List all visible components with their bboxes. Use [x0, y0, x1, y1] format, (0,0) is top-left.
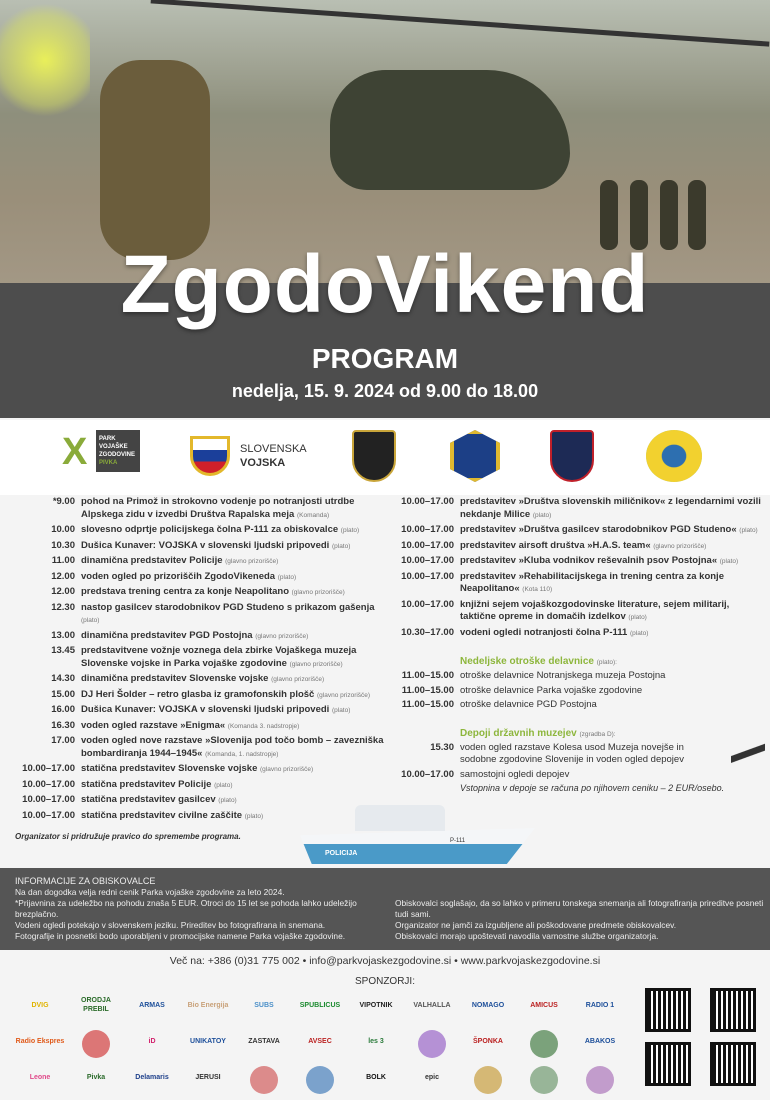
activity-text: predstavitvene vožnje voznega dela zbirke Vojaškega muzeja Slovenske vojske in Parka vojaške zgodovine: [81, 645, 357, 669]
sponsor-logo: SUBS: [254, 1001, 274, 1009]
activity-text: statična predstavitev gasilcev: [81, 794, 216, 805]
time: 11.00: [51, 555, 75, 566]
activity: [454, 670, 765, 683]
time: 11.00–15.00: [401, 684, 454, 696]
activity-text: Dušica Kunaver: VOJSKA v slovenski ljudski pripovedi: [81, 704, 330, 715]
visitor-info: [0, 868, 770, 950]
info-text: Obiskovalci soglašajo, da so lahko v primeru tonskega snemanja ali fotografiranja prireditve posneti tudi sami.: [395, 898, 764, 919]
sponsors-heading: SPONZORJI:: [354, 976, 415, 987]
location: (glavno prizorišče): [653, 542, 707, 550]
sponsor-logo: epic: [424, 1073, 439, 1081]
schedule-row: [390, 570, 765, 598]
schedule-row: [390, 626, 765, 642]
location: (plato): [532, 511, 552, 519]
activity: [75, 704, 385, 718]
activity: [454, 699, 765, 712]
sponsor-logo: [530, 1066, 558, 1094]
info-text: *Prijavnina za udeležbo na pohodu znaša 5 EUR. Otroci do 15 let se pohoda lahko udeležijo brezplačno.: [15, 898, 357, 919]
schedule-row: [10, 719, 385, 735]
activity: [454, 555, 765, 569]
activity-text: predstavitev »Društva gasilcev starodobnikov PGD Studeno«: [460, 524, 737, 535]
time: 10.00–17.00: [22, 809, 75, 821]
pgd-postojna-badge: [550, 430, 594, 482]
sponsor-logo: [418, 1030, 446, 1058]
activity-text: slovesno odprtje policijskega čolna P-111 za obiskovalce: [81, 524, 339, 535]
activity: [75, 524, 385, 538]
activity: [75, 779, 385, 793]
qr-code[interactable]: [710, 1042, 756, 1086]
activity-text: DJ Heri Šolder – retro glasba iz gramofonskih plošč: [81, 688, 315, 700]
activity-text: predstavitev airsoft društva »H.A.S. team«: [460, 539, 651, 551]
smoke-image: [0, 0, 90, 120]
info-text: Na dan dogodka velja redni cenik Parka vojaške zgodovine za leto 2024.: [15, 887, 285, 897]
location: (plato): [628, 614, 647, 621]
logo-text: ZGODOVINE: [99, 452, 136, 458]
activity-text: nastop gasilcev starodobnikov PGD Studeno s prikazom gašenja: [81, 601, 375, 613]
activity-text: voden ogled razstave Kolesa usod Muzeja novejše in sodobne zgodovine Slovenije in voden ogled depojev: [460, 741, 684, 765]
schedule-row: [390, 539, 765, 555]
sponsor-logo: Radio Ekspres: [15, 1037, 65, 1045]
schedule-row: [10, 809, 385, 825]
schedule-row: [390, 684, 765, 699]
time: 10.30: [51, 539, 75, 551]
time: 10.00: [51, 524, 75, 535]
sponsor-logo: [250, 1066, 278, 1094]
sponsor-logo: DVIG: [31, 1001, 49, 1009]
activity: [75, 689, 385, 703]
activity-text: dinamična predstavitev Slovenske vojske: [81, 673, 269, 684]
sponsor-logo: AMICUS: [530, 1001, 558, 1009]
activity: [454, 496, 765, 522]
location: (plato): [629, 629, 649, 637]
schedule-row: [390, 523, 765, 539]
logo-text: SLOVENSKA: [240, 443, 307, 455]
sponsor-logo: les 3: [368, 1037, 384, 1045]
location: (plato): [244, 812, 264, 820]
time: 11.00–15.00: [401, 699, 454, 710]
schedule-right: [390, 495, 765, 794]
civilna-zascita-badge: [646, 430, 702, 482]
schedule-row: [390, 495, 765, 523]
time: 17.00: [51, 735, 75, 746]
sponsor-logo: BOLK: [366, 1073, 386, 1081]
qr-code[interactable]: [645, 988, 691, 1032]
sponsor-logo: RADIO 1: [585, 1001, 615, 1009]
schedule-row: [390, 598, 765, 626]
sponsor-logo: NOMAGO: [471, 1001, 505, 1009]
logo-text: VOJSKA: [240, 457, 286, 469]
sponsor-logo: JERUSI: [195, 1073, 221, 1081]
activity: [75, 540, 385, 554]
location: (Kota 110): [522, 586, 553, 593]
activity-text: pohod na Primož in strokovno vodenje po notranjosti utrdbe Alpskega zidu v izvedbi Društva Rapalska meja: [81, 496, 355, 520]
location: (glavno prizorišče): [255, 632, 309, 640]
time: 10.00–17.00: [22, 778, 75, 790]
activity: [75, 720, 385, 734]
activity: [75, 571, 385, 585]
schedule-row: [10, 688, 385, 704]
location: (plato): [340, 527, 360, 534]
schedule-row: [10, 672, 385, 688]
activity: [454, 685, 765, 698]
activity-text: statična predstavitev Policije: [81, 778, 212, 790]
sponsor-logo: SPUBLICUS: [299, 1001, 341, 1009]
schedule-row: [10, 601, 385, 629]
location: (plato): [719, 558, 739, 565]
activity: [75, 586, 385, 600]
activity-text: vodeni ogledi notranjosti čolna P-111: [460, 626, 628, 638]
time: 10.00–17.00: [22, 763, 75, 774]
sponsor-logo: ABAKOS: [584, 1037, 616, 1045]
heading-text: Nedeljske otroške delavnice: [460, 656, 594, 667]
location: (plato): [81, 617, 100, 624]
schedule-row: [10, 793, 385, 809]
activity: [75, 645, 385, 671]
time: 13.00: [51, 629, 75, 641]
schedule-row: [10, 585, 385, 601]
schedule-row: [390, 698, 765, 713]
schedule-row: [10, 629, 385, 645]
activity-text: otroške delavnice Parka vojaške zgodovine: [460, 684, 643, 696]
schedule-row: [10, 570, 385, 586]
sponsor-logo: [306, 1066, 334, 1094]
logo-text: VOJAŠKE: [99, 444, 128, 450]
time: 12.00: [51, 586, 75, 597]
time: 10.30–17.00: [401, 626, 454, 638]
activity: [75, 630, 385, 644]
sponsor-logo: Pivka: [86, 1073, 106, 1081]
time: 12.30: [51, 601, 75, 613]
boat-number: P-111: [450, 838, 466, 844]
sponsor-logo: ORODJA PREBIL: [81, 997, 111, 1013]
section-heading: [390, 727, 765, 741]
info-text: Organizator ne jamči za izgubljene ali poškodovane predmete obiskovalcev.: [395, 920, 677, 930]
heading-text: Depoji državnih muzejev: [460, 727, 577, 739]
location: (Komanda, 1. nadstropje): [205, 750, 279, 758]
time: 16.00: [51, 704, 75, 715]
activity-text: otroške delavnice Notranjskega muzeja Postojna: [460, 670, 666, 681]
activity: [75, 496, 385, 522]
info-text: Obiskovalci morajo upoštevati navodila varnostne službe organizatorja.: [395, 931, 659, 941]
activity-text: statična predstavitev civilne zaščite: [81, 809, 243, 821]
activity-text: voden ogled po prizoriščih ZgodoVikeneda: [81, 570, 276, 582]
organizer-note: Organizator si pridružuje pravico do spremembe programa.: [15, 832, 241, 841]
schedule-row: [390, 741, 720, 768]
vojaski-muzej-badge: [352, 430, 396, 482]
time: 13.45: [51, 645, 75, 656]
slovenska-vojska-logo: [190, 430, 320, 482]
location: (glavno prizorišče): [271, 676, 325, 683]
helicopter-image: [330, 70, 570, 190]
sponsor-logo: VIPOTNIK: [359, 1001, 393, 1009]
event-date: nedelja, 15. 9. 2024 od 9.00 do 18.00: [231, 381, 539, 401]
activity: [75, 602, 385, 628]
time: 10.00–17.00: [401, 570, 454, 582]
activity-text: dinamična predstavitev Policije: [81, 555, 223, 566]
schedule-row: [390, 669, 765, 684]
sponsor-logo: [586, 1066, 614, 1094]
activity: [454, 769, 720, 782]
sponsor-logo: AVSEC: [308, 1037, 332, 1045]
sponsor-logo: [530, 1030, 558, 1058]
location: (glavno prizorišče): [291, 589, 345, 596]
activity-text: samostojni ogledi depojev: [460, 768, 570, 780]
time: 15.00: [51, 688, 75, 700]
location: (glavno prizorišče): [260, 766, 314, 773]
activity-text: knjižni sejem vojaškozgodovinske literature, sejem militarij, taktične opreme in domačih izdelkov: [460, 598, 730, 622]
sponsor-logo: ARMAS: [139, 1001, 165, 1009]
location: (plato): [277, 573, 297, 581]
activity: [75, 673, 385, 687]
location: (plato): [331, 542, 351, 550]
time: *9.00: [52, 496, 75, 507]
location: (Komanda): [296, 511, 330, 519]
time: 10.00–17.00: [401, 555, 454, 566]
sponsor-logo: UNIKATOY: [190, 1037, 226, 1045]
activity-text: statična predstavitev Slovenske vojske: [81, 763, 258, 774]
info-heading: INFORMACIJE ZA OBISKOVALCE: [15, 876, 156, 886]
activity: [454, 742, 720, 767]
section-heading: [390, 655, 765, 669]
schedule-row: [10, 778, 385, 794]
logo-text: PARK: [99, 436, 116, 442]
location: (plato):: [596, 659, 617, 666]
time: 16.30: [51, 719, 75, 731]
program-heading: PROGRAM: [311, 343, 459, 374]
schedule-row: [10, 495, 385, 523]
activity-text: voden ogled razstave »Enigma«: [81, 719, 226, 731]
time: 10.00–17.00: [401, 768, 454, 780]
sponsor-logo: iD: [148, 1037, 156, 1045]
schedule-row: [390, 768, 720, 783]
activity-text: otroške delavnice PGD Postojna: [460, 699, 597, 710]
activity: [75, 735, 385, 761]
location: (glavno prizorišče): [225, 558, 279, 565]
boat-label: POLICIJA: [325, 850, 358, 857]
activity-text: Dušica Kunaver: VOJSKA v slovenski ljudski pripovedi: [81, 539, 330, 551]
location: (zgradba D):: [579, 730, 616, 738]
activity-text: dinamična predstavitev PGD Postojna: [81, 629, 253, 641]
activity: [75, 555, 385, 569]
activity: [75, 794, 385, 808]
sponsor-logo: VALHALLA: [413, 1001, 451, 1009]
info-text: Vodeni ogledi potekajo v slovenskem jeziku. Prireditev bo fotografirana in snemana.: [15, 920, 326, 930]
activity: [454, 627, 765, 641]
time: 12.00: [51, 570, 75, 582]
schedule-left: [10, 495, 385, 841]
qr-code[interactable]: [710, 988, 756, 1032]
time: 15.30: [430, 741, 454, 753]
location: (plato): [331, 707, 351, 714]
museum-logo: [731, 742, 765, 764]
activity-text: predstava trening centra za konje Neapolitano: [81, 586, 289, 597]
location: (plato): [218, 797, 237, 804]
schedule-row: [10, 644, 385, 672]
logo-text: PIVKA: [99, 460, 118, 466]
location: (plato): [739, 527, 758, 534]
schedule-row: [10, 539, 385, 555]
contact-line[interactable]: Več na: +386 (0)31 775 002 • info@parkvojaskezgodovine.si • www.parkvojaskezgodovine.si: [169, 955, 601, 967]
schedule-row: [10, 523, 385, 539]
location: (plato): [214, 781, 233, 789]
sponsor-logo: Bio Energija: [187, 1001, 229, 1009]
schedule-row: [10, 734, 385, 762]
qr-code[interactable]: [645, 1042, 691, 1086]
event-title: ZgodoVikend: [120, 239, 650, 330]
schedule-row: [10, 762, 385, 778]
sponsor-logo: [474, 1066, 502, 1094]
sponsor-logo: [82, 1030, 110, 1058]
activity: [75, 810, 385, 824]
sponsor-logo: Leone: [29, 1073, 51, 1081]
time: 10.00–17.00: [401, 539, 454, 551]
time: 11.00–15.00: [401, 670, 454, 681]
schedule-row: [10, 703, 385, 719]
soldier-image: [100, 60, 210, 260]
activity: [454, 571, 765, 597]
sponsor-logo: Delamaris: [135, 1073, 169, 1081]
time: 14.30: [51, 673, 75, 684]
location: (glavno prizorišče): [289, 660, 343, 668]
info-text: Fotografije in posnetki bodo uporabljeni v promocijske namene Parka vojaške zgodovine.: [15, 931, 346, 941]
activity: [454, 599, 765, 625]
location: (Komanda 3. nadstropje): [227, 722, 300, 730]
time: 10.00–17.00: [401, 524, 454, 535]
location: (glavno prizorišče): [316, 691, 371, 699]
depo-note: Vstopnina v depoje se računa po njihovem ceniku – 2 EUR/osebo.: [460, 783, 725, 793]
activity-text: voden ogled nove razstave »Slovenija pod točo bomb – zavezniška bombardiranja 1944–1945«: [81, 735, 384, 759]
sponsor-logo: ŠPONKA: [473, 1037, 503, 1045]
sponsor-logo: ZASTAVA: [248, 1037, 280, 1045]
activity: [454, 524, 765, 538]
activity: [75, 763, 385, 777]
time: 10.00–17.00: [401, 496, 454, 507]
activity: [454, 540, 765, 554]
time: 10.00–17.00: [22, 794, 75, 805]
park-logo: X PARK VOJAŠKE ZGODOVINE PIVKA: [62, 430, 146, 482]
schedule-row: [10, 554, 385, 570]
activity-text: predstavitev »Kluba vodnikov reševalnih psov Postojna«: [460, 555, 718, 566]
activity-text: predstavitev »Rehabilitacijskega in trening centra za konje Neapolitano«: [460, 570, 724, 594]
time: 10.00–17.00: [401, 598, 454, 610]
activity-text: predstavitev »Društva slovenskih miličnikov« z legendarnimi vozili nekdanje Milice: [460, 496, 761, 520]
schedule-row: [390, 554, 765, 570]
